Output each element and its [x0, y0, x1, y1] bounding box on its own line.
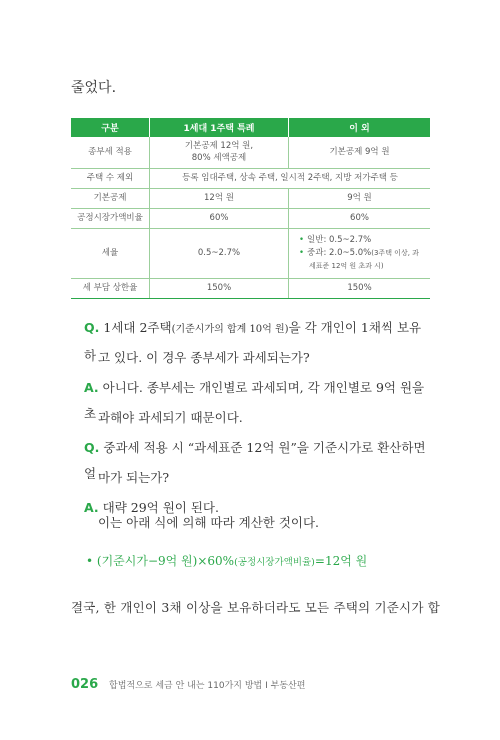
row-special-cell: 12억 원: [150, 188, 289, 208]
row-special-cell: 150%: [150, 278, 289, 298]
formula-text: (기준시가−9억 원)×60%: [96, 554, 235, 568]
intro-text: 줄었다.: [71, 80, 117, 96]
cell-note: (3주택 이상, 과: [371, 249, 419, 257]
table-row: [71, 278, 430, 298]
row-merged-cell: 등록 임대주택, 상속 주택, 일시적 2주택, 지방 저가주택 등: [150, 168, 431, 188]
row-special-cell: [150, 137, 289, 168]
row-other-cell: [289, 228, 431, 278]
answer-text: 대략 29억 원이 된다.: [102, 500, 219, 515]
cell-text: 기본공제 12억 원,: [184, 141, 254, 152]
bullet-item: [299, 234, 426, 247]
row-label: 주택 수 제외: [71, 168, 150, 188]
table-row: [71, 228, 430, 278]
header-other: 이 외: [289, 118, 431, 137]
row-label: 공정시장가액비율: [71, 208, 150, 228]
bullet-dot-icon: •: [299, 235, 305, 245]
bullet-dot-icon: •: [299, 248, 305, 258]
formula-bullet-icon: •: [86, 554, 94, 568]
answer-text: 아니다. 종부세는 개인별로 과세되며, 각 개인별로 9억 원을 초: [84, 380, 425, 421]
row-other-cell: 9억 원: [289, 188, 431, 208]
row-other-cell: 기본공제 9억 원: [289, 137, 431, 168]
question-text: 1세대 2주택: [103, 320, 172, 335]
closing-paragraph: 결국, 한 개인이 3채 이상을 보유하더라도 모든 주택의 기준시가 합: [71, 600, 441, 615]
question-1-line2: 고 있다. 이 경우 종부세가 과세되는가?: [98, 350, 310, 365]
section-name: 부동산편: [270, 681, 306, 691]
answer-mark-label: A.: [84, 380, 99, 395]
row-special-cell: 0.5~2.7%: [150, 228, 289, 278]
question-text: 을 각 개인이 1채씩 보유하: [84, 320, 422, 363]
question-mark-label: Q.: [84, 440, 100, 455]
cell-note: 세표준 12억 원 초과 시): [309, 262, 384, 270]
formula: [86, 552, 367, 569]
tax-comparison-table: [71, 118, 430, 299]
question-text: 중과세 적용 시 “과세표준 12억 원”을 기준시가로 환산하면 얼: [84, 440, 426, 481]
row-other-cell: 60%: [289, 208, 431, 228]
table-row: [71, 168, 430, 188]
page-footer: [71, 677, 305, 692]
table-row: [71, 137, 430, 168]
row-special-cell: 60%: [150, 208, 289, 228]
cell-text: 80% 세액공제: [191, 153, 247, 164]
row-label: 기본공제: [71, 188, 150, 208]
table-row: [71, 188, 430, 208]
question-note: (기준시가의 합계 10억 원): [171, 324, 289, 335]
header-category: 구분: [71, 118, 150, 137]
header-single-home-special: 1세대 1주택 특례: [150, 118, 289, 137]
formula-text: =12억 원: [314, 554, 368, 568]
footer-separator: I: [265, 681, 268, 691]
page-number: 026: [71, 677, 99, 692]
question-2-line2: 마가 되는가?: [98, 470, 170, 485]
answer-1-line2: 과해야 과세되기 때문이다.: [98, 410, 243, 425]
table-row: [71, 208, 430, 228]
row-label: 세 부담 상한율: [71, 278, 150, 298]
row-label: 세율: [71, 228, 150, 278]
answer-2-line2: 이는 아래 식에 의해 따라 계산한 것이다.: [98, 515, 320, 530]
row-label: 종부세 적용: [71, 137, 150, 168]
table-header-row: [71, 118, 430, 137]
book-title: 합법적으로 세금 안 내는 110가지 방법: [109, 681, 263, 691]
cell-text: 일반: 0.5~2.7%: [307, 235, 372, 245]
row-other-cell: 150%: [289, 278, 431, 298]
answer-mark-label: A.: [84, 500, 99, 515]
bullet-item: [299, 247, 426, 260]
formula-note: (공정시장가액비율): [234, 557, 315, 568]
question-mark-label: Q.: [84, 320, 100, 335]
cell-text: 중과: 2.0~5.0%: [307, 248, 372, 258]
